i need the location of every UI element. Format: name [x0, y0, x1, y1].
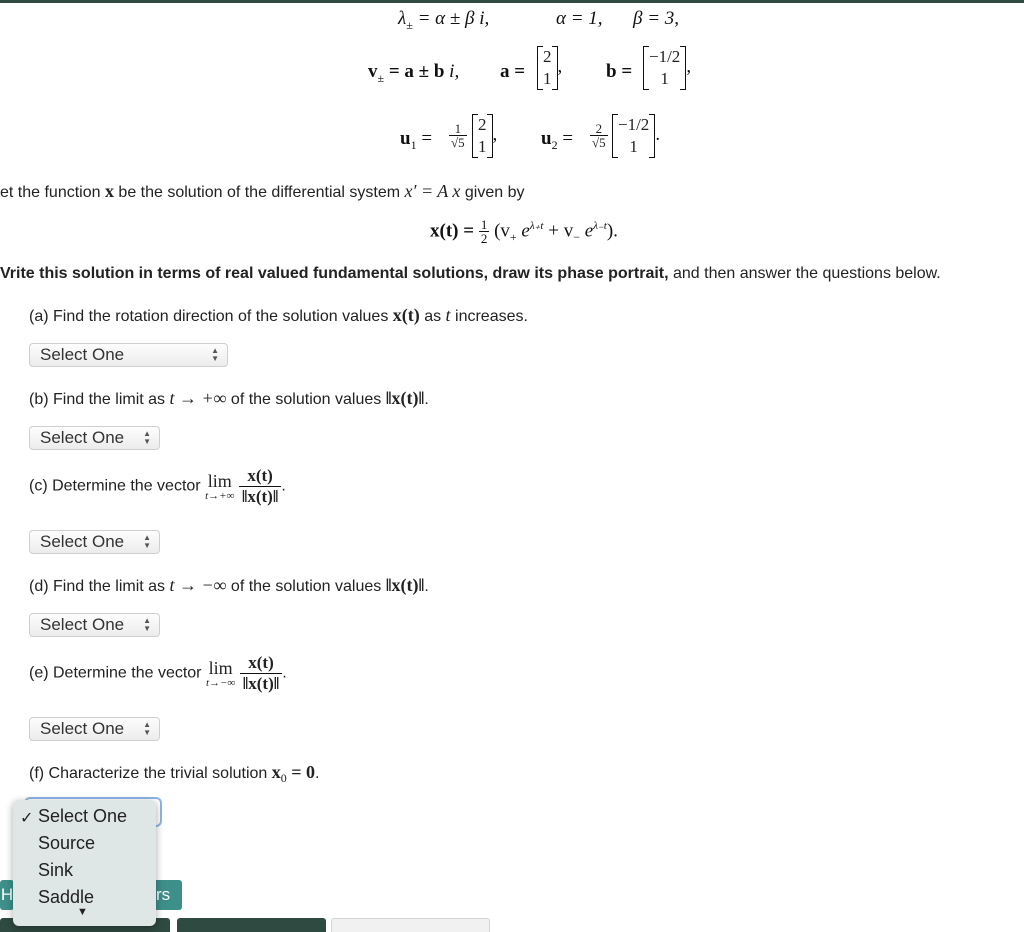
select-arrows-icon: ▲ ▼: [143, 429, 151, 446]
intro-sentence: et the function x be the solution of the differential system x′ = A x given by: [0, 181, 525, 201]
question-a: (a) Find the rotation direction of the solution values x(t) as t increases.: [29, 305, 528, 325]
a-label: a =: [500, 61, 526, 82]
u1-vector: 2 1 ,: [472, 114, 497, 158]
question-c: (c) Determine the vector lim t→+∞ $\frac{x(t)}{‖x(t)‖}$ .: [29, 466, 286, 506]
scroll-down-icon[interactable]: ▼: [77, 906, 88, 918]
eigenvalue-equation: $\lambda_\pm = \alpha \pm \beta$ i,: [398, 8, 490, 32]
select-b-dropdown[interactable]: Select One ▲ ▼: [29, 426, 160, 450]
select-arrows-icon: ▲ ▼: [143, 720, 151, 737]
a-vector: 2 1 ,: [537, 46, 562, 90]
question-b: (b) Find the limit as t → +∞ of the solution values ‖x(t)‖.: [29, 388, 429, 408]
u1-label: $u_1$ =: [400, 128, 433, 152]
bottom-button-2[interactable]: [177, 918, 326, 932]
select-arrows-icon: ▲ ▼: [143, 533, 151, 550]
checkmark-icon: ✓: [20, 810, 34, 827]
b-vector: −1/2 1 ,: [643, 46, 691, 90]
u2-label: $u_2$ =: [541, 128, 574, 152]
select-e-dropdown[interactable]: Select One ▲ ▼: [29, 717, 160, 741]
option-source[interactable]: Source: [38, 833, 96, 853]
select-arrows-icon: ▲ ▼: [143, 616, 151, 633]
select-f-options-menu[interactable]: [13, 800, 156, 926]
select-c-dropdown[interactable]: Select One ▲ ▼: [29, 530, 160, 554]
option-select-one[interactable]: Select One: [38, 806, 128, 826]
select-arrows-icon: ▲ ▼: [211, 346, 219, 363]
top-border: [0, 0, 1024, 3]
eigenvector-equation: $v_\pm = a \pm b$ i,: [368, 61, 460, 85]
beta-value: β = 3,: [633, 8, 680, 29]
option-saddle[interactable]: Saddle: [38, 887, 95, 907]
alpha-value: α = 1,: [556, 8, 603, 29]
left-button-stub[interactable]: H: [0, 880, 14, 910]
question-d: (d) Find the limit as t → −∞ of the solution values ‖x(t)‖.: [29, 575, 429, 595]
select-a-dropdown[interactable]: Select One ▲ ▼: [29, 343, 228, 367]
option-sink[interactable]: Sink: [38, 860, 74, 880]
b-label: b =: [606, 61, 633, 82]
instruction-sentence: Vrite this solution in terms of real valued fundamental solutions, draw its phase portrait, and then answer the questions below.: [0, 265, 941, 282]
u2-vector: −1/2 1 .: [612, 114, 660, 158]
u1-coefficient: $\frac{1}{√5}$: [451, 121, 465, 150]
question-f: (f) Characterize the trivial solution $x_0 = 0$.: [29, 762, 320, 786]
solution-formula: x(t) = $\frac{1}{2}$ ($v_+$ $e^{\lambda_+t} + v_-$ $e^{\lambda_-t}$).: [430, 217, 618, 246]
bottom-button-3[interactable]: [331, 918, 490, 932]
u2-coefficient: $\frac{2}{√5}$: [592, 121, 606, 150]
question-e: (e) Determine the vector lim t→−∞ $\frac{x(t)}{‖x(t)‖}$ .: [29, 653, 287, 693]
select-d-dropdown[interactable]: Select One ▲ ▼: [29, 613, 160, 637]
teal-button-stub[interactable]: rs: [148, 880, 182, 910]
